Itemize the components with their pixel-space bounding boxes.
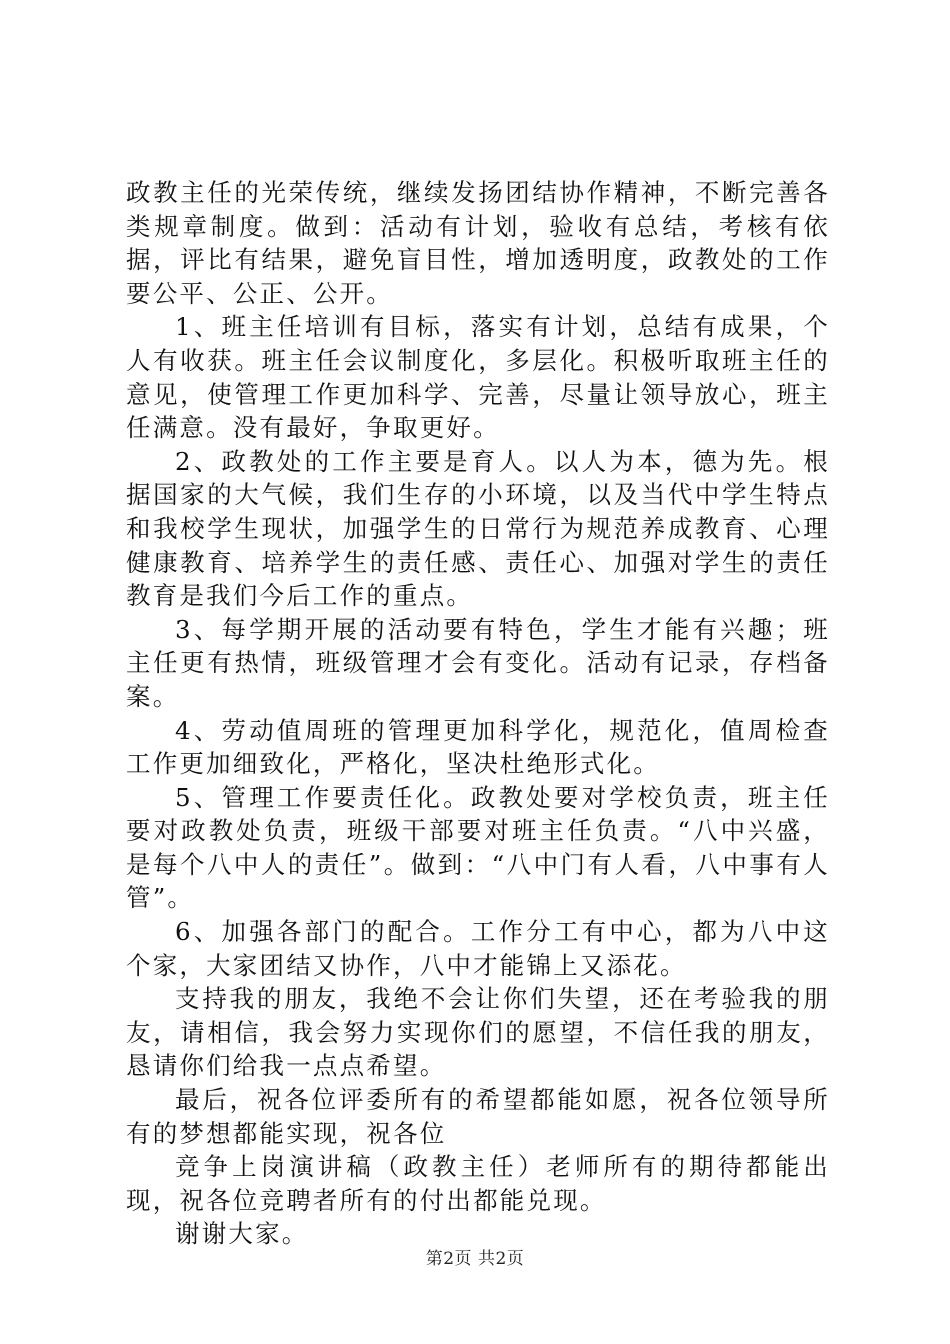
paragraph-4: 3、每学期开展的活动要有特色，学生才能有兴趣；班主任更有热情，班级管理才会有变化。活动有记录，存档备案。 (126, 614, 830, 711)
page-footer: 第2页 共2页 (425, 1249, 525, 1269)
paragraph-10: 竞争上岗演讲稿（政教主任）老师所有的期待都能出现，祝各位竞聘者所有的付出都能兑现。 (126, 1152, 830, 1215)
paragraph-6: 5、管理工作要责任化。政教处要对学校负责，班主任要对政教处负责，班级干部要对班主任负责。“八中兴盛，是每个八中人的责任”。做到：“八中门有人看，八中事有人管”。 (126, 782, 830, 913)
paragraph-8: 支持我的朋友，我绝不会让你们失望，还在考验我的朋友，请相信，我会努力实现你们的愿望，不信任我的朋友，恳请你们给我一点点希望。 (126, 984, 830, 1081)
paragraph-5: 4、劳动值周班的管理更加科学化，规范化，值周检查工作更加细致化，严格化，坚决杜绝形式化。 (126, 715, 830, 779)
paragraph-3: 2、政教处的工作主要是育人。以人为本，德为先。根据国家的大气候，我们生存的小环境，以及当代中学生特点和我校学生现状，加强学生的日常行为规范养成教育、心理健康教育、培养学生的责任感、责任心、加强对学生的责任教育是我们今后工作的重点。 (126, 446, 830, 611)
paragraph-11: 谢谢大家。 (175, 1219, 309, 1249)
paragraph-7: 6、加强各部门的配合。工作分工有中心，都为八中这个家，大家团结又协作，八中才能锦上又添花。 (126, 917, 830, 980)
paragraph-2: 1、班主任培训有目标，落实有计划，总结有成果，个人有收获。班主任会议制度化，多层化。积极听取班主任的意见，使管理工作更加科学、完善，尽量让领导放心，班主任满意。没有最好，争取更好。 (126, 312, 830, 443)
paragraph-1: 政教主任的光荣传统，继续发扬团结协作精神，不断完善各类规章制度。做到：活动有计划，验收有总结，考核有依据，评比有结果，避免盲目性，增加透明度，政教处的工作要公平、公正、公开。 (126, 178, 830, 308)
document-body (126, 176, 830, 1251)
paragraph-9: 最后，祝各位评委所有的希望都能如愿，祝各位领导所有的梦想都能实现，祝各位 (126, 1085, 830, 1148)
